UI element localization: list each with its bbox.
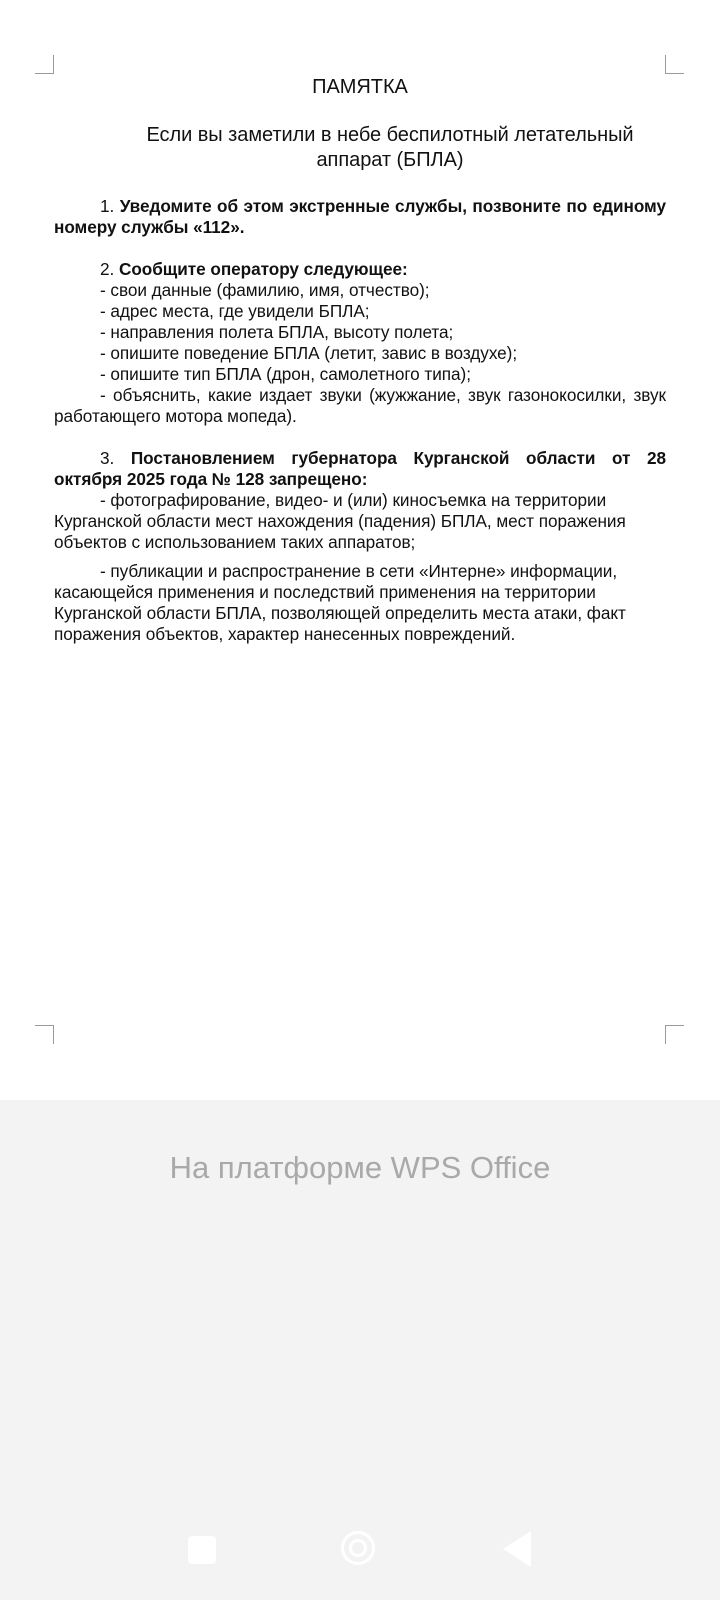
- item-3-lead: Постановлением губернатора Курганской области от 28 октября 2025 года № 128 запрещено:: [54, 448, 666, 489]
- platform-label: На платформе WPS Office: [169, 1150, 551, 1185]
- document-title: ПАМЯТКА: [312, 76, 408, 98]
- list-item: - фотографирование, видео- и (или) киносъемка на территории Курганской области мест нахождения (падения) БПЛА, мест поражения объектов с использованием таких аппаратов;: [54, 490, 626, 552]
- document-content: [54, 70, 666, 645]
- item-2-lead: Сообщите оператору следующее:: [118, 259, 408, 279]
- page-corner-mark: [665, 55, 684, 74]
- list-item: - опишите поведение БПЛА (летит, завис в воздухе);: [100, 343, 518, 363]
- item-3-list: [54, 490, 666, 645]
- triangle-back-icon[interactable]: [503, 1531, 531, 1567]
- item-1: [54, 196, 666, 238]
- item-1-text: Уведомите об этом экстренные службы, позвоните по единому номеру службы «112».: [54, 196, 666, 237]
- document-subtitle: Если вы заметили в небе беспилотный летательный аппарат (БПЛА): [146, 124, 634, 171]
- page-corner-mark: [665, 1025, 684, 1044]
- system-navigation-bar: [0, 1512, 720, 1592]
- list-item: - адрес места, где увидели БПЛА;: [100, 301, 370, 321]
- list-item: - публикации и распространение в сети «Интерне» информации, касающейся применения и последствий применения на территории Курганской области БПЛА, позволяющей определить места атаки, факт поражения объектов, характер нанесенных повреждений.: [54, 561, 626, 644]
- circle-icon[interactable]: [341, 1531, 375, 1565]
- list-item: - направления полета БПЛА, высоту полета;: [100, 322, 454, 342]
- item-2: [54, 259, 666, 280]
- item-2-list: [54, 280, 666, 427]
- circle-inner-icon: [349, 1539, 367, 1557]
- list-item: - объяснить, какие издает звуки (жужжание, звук газонокосилки, звук работающего мотора мопеда).: [54, 385, 666, 426]
- item-2-number: 2.: [100, 259, 119, 279]
- list-item: - свои данные (фамилию, имя, отчество);: [100, 280, 430, 300]
- list-item: - опишите тип БПЛА (дрон, самолетного типа);: [100, 364, 471, 384]
- page-corner-mark: [35, 55, 54, 74]
- item-3: [54, 448, 666, 490]
- item-1-number: 1.: [100, 196, 120, 216]
- square-icon[interactable]: [188, 1536, 216, 1564]
- item-3-number: 3.: [100, 448, 131, 468]
- page-corner-mark: [35, 1025, 54, 1044]
